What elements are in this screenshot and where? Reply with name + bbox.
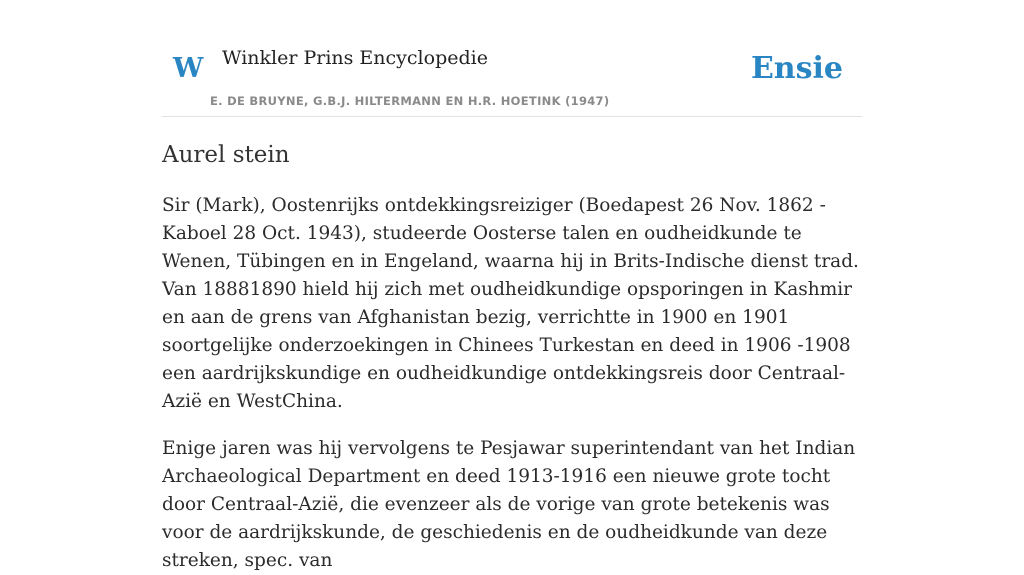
publication-title[interactable]: Winkler Prins Encyclopedie [222,47,488,69]
article [162,138,862,575]
article-paragraph: Sir (Mark), Oostenrijks ontdekkingsreiziger (Boedapest 26 Nov. 1862 - Kaboel 28 Oct. 1943), studeerde Oosterse talen en oudheidkunde te Wenen, Tübingen en in Engeland, waarna hij in Brits-Indische dienst trad. Van 18881890 hield hij zich met oudheidkundige opsporingen in Kashmir en aan de grens van Afghanistan bezig, verrichtte in 1900 en 1901 soortgelijke onderzoekingen in Chinees Turkestan en deed in 1906 -1908 een aardrijkskundige en oudheidkundige ontdekkingsreis door Centraal-Azië en WestChina. [162,195,859,412]
article-paragraph: Enige jaren was hij vervolgens te Pesjawar superintendant van het Indian Archaeological Department en deed 1913-1916 een nieuwe grote tocht door Centraal-Azië, die evenzeer als de vorige van grote betekenis was voor de aardrijkskunde, de geschiedenis en de oudheidkunde van deze streken, spec. van [162,438,856,571]
header [162,0,862,117]
ensie-logo-link[interactable]: Ensie [750,51,843,86]
article-title: Aurel stein [162,142,290,168]
publication-authors: E. DE BRUYNE, G.B.J. HILTERMANN EN H.R. HOETINK (1947) [210,94,610,108]
publication-logo[interactable]: W [173,53,204,84]
